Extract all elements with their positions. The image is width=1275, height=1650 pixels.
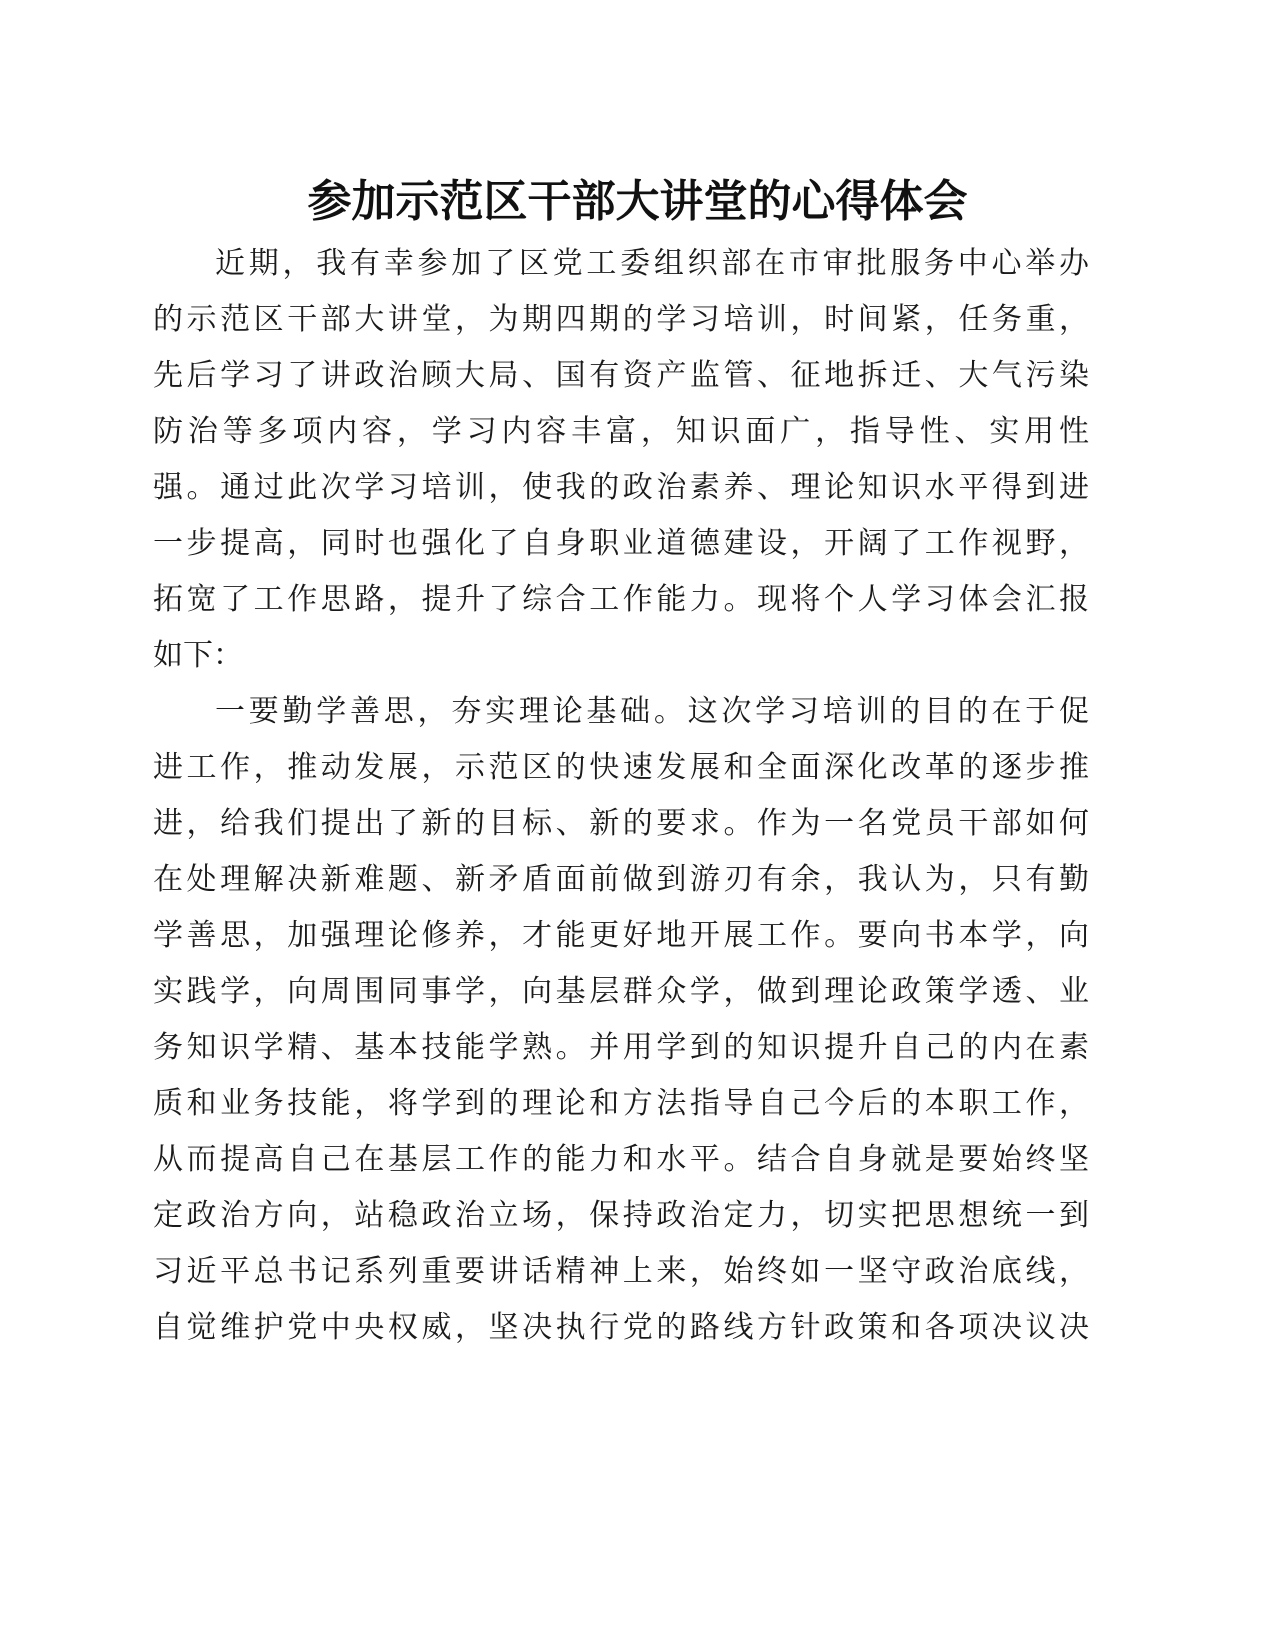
paragraph-line: 定政治方向，站稳政治立场，保持政治定力，切实把思想统一到 <box>153 1198 1089 1233</box>
paragraph-line: 从而提高自己在基层工作的能力和水平。结合自身就是要始终坚 <box>153 1142 1089 1177</box>
paragraph-line: 学善思，加强理论修养，才能更好地开展工作。要向书本学，向 <box>153 918 1089 953</box>
paragraph-line: 进工作，推动发展，示范区的快速发展和全面深化改革的逐步推 <box>153 750 1089 785</box>
paragraph-line: 的示范区干部大讲堂，为期四期的学习培训，时间紧，任务重， <box>153 302 1089 337</box>
paragraph-line: 实践学，向周围同事学，向基层群众学，做到理论政策学透、业 <box>153 974 1089 1009</box>
paragraph-line: 先后学习了讲政治顾大局、国有资产监管、征地拆迁、大气污染 <box>153 358 1089 393</box>
paragraph-line: 如下： <box>153 638 243 673</box>
paragraph-line: 防治等多项内容，学习内容丰富，知识面广，指导性、实用性 <box>153 414 1089 449</box>
paragraph-line: 强。通过此次学习培训，使我的政治素养、理论知识水平得到进 <box>153 470 1089 505</box>
paragraph-line: 自觉维护党中央权威，坚决执行党的路线方针政策和各项决议决 <box>153 1310 1089 1345</box>
paragraph-line: 进，给我们提出了新的目标、新的要求。作为一名党员干部如何 <box>153 806 1089 841</box>
paragraph-intro <box>153 236 1089 684</box>
paragraph-line: 一步提高，同时也强化了自身职业道德建设，开阔了工作视野， <box>153 526 1089 561</box>
document-body <box>153 236 1089 1356</box>
paragraph-line: 习近平总书记系列重要讲话精神上来，始终如一坚守政治底线， <box>153 1254 1089 1289</box>
paragraph-line: 务知识学精、基本技能学熟。并用学到的知识提升自己的内在素 <box>153 1030 1089 1065</box>
paragraph-point-one <box>153 684 1089 1356</box>
paragraph-line: 在处理解决新难题、新矛盾面前做到游刃有余，我认为，只有勤 <box>153 862 1089 897</box>
paragraph-line: 近期，我有幸参加了区党工委组织部在市审批服务中心举办 <box>215 246 1089 281</box>
paragraph-line: 一要勤学善思，夯实理论基础。这次学习培训的目的在于促 <box>215 694 1089 729</box>
paragraph-line: 质和业务技能，将学到的理论和方法指导自己今后的本职工作， <box>153 1086 1089 1121</box>
paragraph-line: 拓宽了工作思路，提升了综合工作能力。现将个人学习体会汇报 <box>153 582 1089 617</box>
document-title: 参加示范区干部大讲堂的心得体会 <box>307 176 968 227</box>
